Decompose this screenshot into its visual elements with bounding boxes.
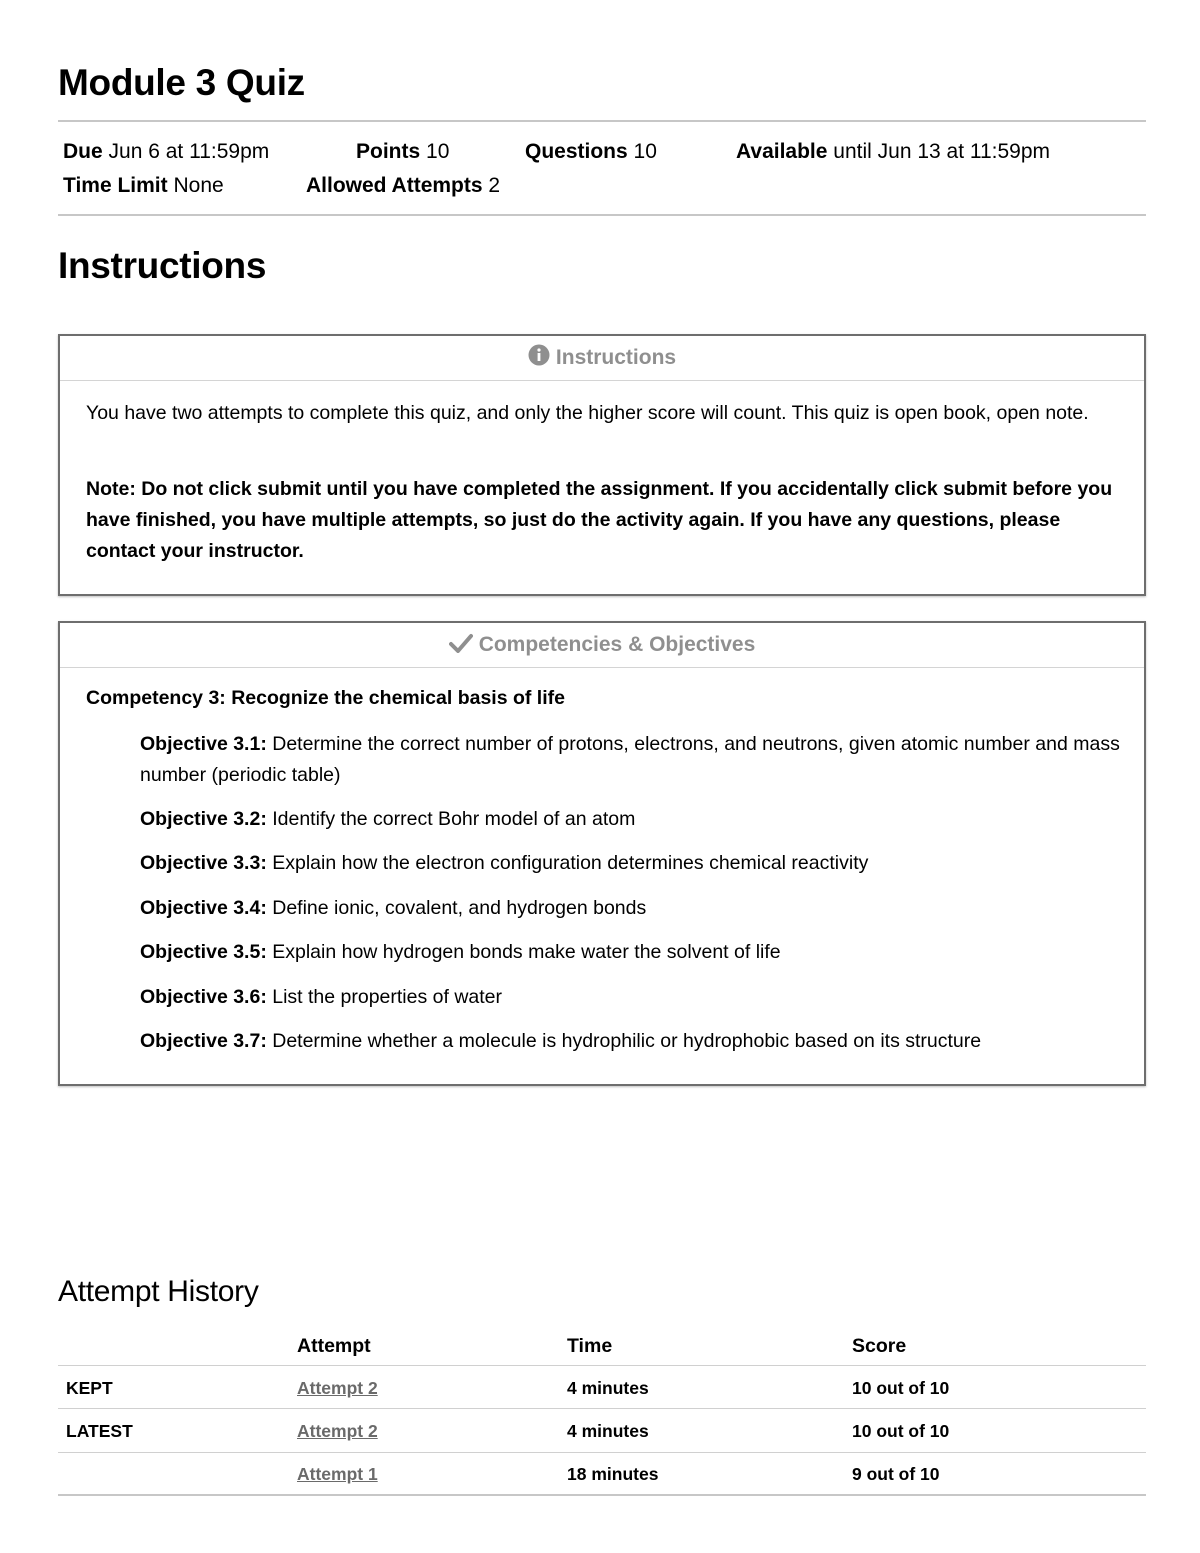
- info-icon: [528, 338, 550, 382]
- page-title: Module 3 Quiz: [58, 62, 305, 103]
- points-info: [356, 140, 449, 164]
- table-divider: [58, 1494, 1146, 1496]
- attempt-link[interactable]: Attempt 2: [297, 1421, 378, 1441]
- questions-value: 10: [633, 140, 657, 163]
- column-header-score: Score: [852, 1335, 907, 1357]
- attempt-link[interactable]: Attempt 1: [297, 1464, 378, 1484]
- attempt-link[interactable]: Attempt 2: [297, 1378, 378, 1398]
- due-value: Jun 6 at 11:59pm: [108, 140, 270, 163]
- attempt-time: 4 minutes: [567, 1421, 649, 1441]
- attempt-score: 10 out of 10: [852, 1421, 950, 1441]
- attempt-score: 10 out of 10: [852, 1378, 950, 1398]
- due-info: [63, 140, 269, 164]
- table-divider: [58, 1408, 1146, 1409]
- divider: [58, 120, 1146, 122]
- available-label: Available: [736, 140, 828, 163]
- attempt-status: LATEST: [66, 1421, 133, 1441]
- attempt-time: 4 minutes: [567, 1378, 649, 1398]
- objective-item: Objective 3.7: Determine whether a molecule is hydrophilic or hydrophobic based on its structure: [140, 1030, 982, 1052]
- instructions-note: Note: Do not click submit until you have completed the assignment. If you accidentally click submit before you have finished, you have multiple attempts, so just do the activity again. If you have any questions, please contact your instructor.: [86, 478, 1113, 562]
- points-value: 10: [426, 140, 450, 163]
- competencies-box: [58, 621, 1146, 1086]
- instructions-box-header: [60, 336, 1144, 381]
- competencies-box-title: Competencies & Objectives: [478, 633, 756, 656]
- available-value: until Jun 13 at 11:59pm: [833, 140, 1051, 163]
- questions-label: Questions: [525, 140, 628, 163]
- due-label: Due: [63, 140, 103, 163]
- available-info: [736, 140, 1050, 164]
- points-label: Points: [356, 140, 421, 163]
- instructions-box-title: Instructions: [555, 346, 677, 369]
- instructions-heading: Instructions: [58, 245, 267, 286]
- check-icon: [449, 625, 473, 669]
- table-divider: [58, 1452, 1146, 1453]
- attempt-history-heading: Attempt History: [58, 1275, 259, 1308]
- allowed-attempts-label: Allowed Attempts: [306, 174, 483, 197]
- competencies-box-header: [60, 623, 1144, 668]
- table-row: [297, 1378, 378, 1399]
- table-row: [297, 1421, 378, 1442]
- objective-item: Objective 3.4: Define ionic, covalent, and hydrogen bonds: [140, 897, 647, 919]
- time-limit-info: [63, 174, 224, 198]
- objective-item: Objective 3.3: Explain how the electron configuration determines chemical reactivity: [140, 852, 869, 874]
- table-row: [297, 1464, 378, 1485]
- objective-item: Objective 3.6: List the properties of water: [140, 986, 503, 1008]
- time-limit-value: None: [173, 174, 224, 197]
- time-limit-label: Time Limit: [63, 174, 168, 197]
- allowed-attempts-value: 2: [488, 174, 501, 197]
- table-divider: [58, 1365, 1146, 1366]
- attempt-score: 9 out of 10: [852, 1464, 940, 1484]
- objective-item: Objective 3.1: Determine the correct number of protons, electrons, and neutrons, given atomic number and mass number (periodic table): [140, 733, 1120, 786]
- divider: [58, 214, 1146, 216]
- competency-title: Competency 3: Recognize the chemical basis of life: [86, 687, 565, 709]
- objective-item: Objective 3.5: Explain how hydrogen bonds make water the solvent of life: [140, 941, 781, 963]
- instructions-paragraph: You have two attempts to complete this quiz, and only the higher score will count. This quiz is open book, open note.: [86, 402, 1089, 424]
- allowed-attempts-info: [306, 174, 500, 198]
- attempt-time: 18 minutes: [567, 1464, 659, 1484]
- column-header-attempt: Attempt: [297, 1335, 371, 1357]
- column-header-time: Time: [567, 1335, 613, 1357]
- questions-info: [525, 140, 657, 164]
- attempt-status: KEPT: [66, 1378, 113, 1398]
- instructions-box: [58, 334, 1146, 596]
- objective-item: Objective 3.2: Identify the correct Bohr model of an atom: [140, 808, 636, 830]
